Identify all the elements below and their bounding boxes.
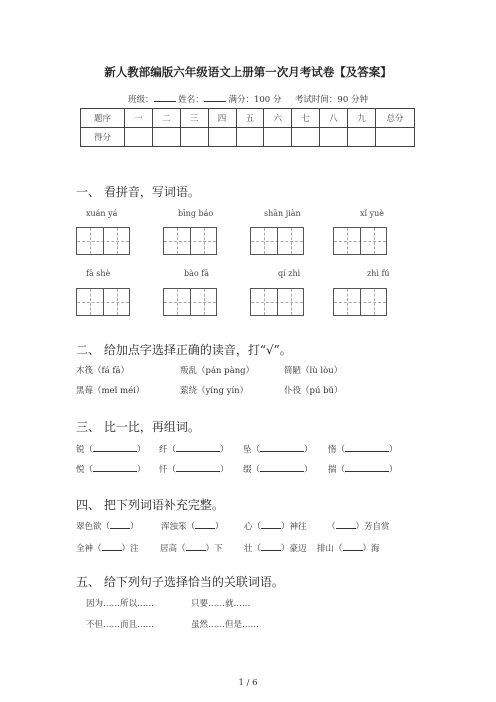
idiom-text: 翠色欲（ <box>76 522 111 532</box>
idiom-text: ）神往 <box>281 522 307 532</box>
compare-char: 纤（ <box>159 445 177 455</box>
class-label: 班级： <box>128 95 154 105</box>
reading-choice-item[interactable]: 叛乱（pán pàng） <box>180 366 255 376</box>
section5-title: 五、 给下列句子选择恰当的关联词语。 <box>76 575 284 589</box>
exam-time: 考试时间：90 分钟 <box>294 95 368 105</box>
close-paren: ） <box>304 465 313 475</box>
tianzige-writing-box[interactable] <box>250 227 304 255</box>
tianzige-writing-box[interactable] <box>163 227 217 255</box>
score-cell[interactable] <box>236 128 264 147</box>
pinyin-label: xǐ yuè <box>360 209 385 218</box>
conjunction-option: 不但……而且…… <box>86 620 155 630</box>
name-label: 姓名： <box>178 95 204 105</box>
tianzige-writing-box[interactable] <box>250 288 304 316</box>
compare-word-item <box>76 442 146 455</box>
idiom-blank[interactable] <box>261 519 281 529</box>
score-cell[interactable] <box>264 128 292 147</box>
word-blank[interactable] <box>345 462 389 472</box>
idiom-text: ） <box>215 522 224 532</box>
idiom-item <box>244 519 307 532</box>
idiom-text: 心（ <box>244 522 262 532</box>
compare-char: 揣（ <box>328 465 346 475</box>
score-cell[interactable] <box>292 128 320 147</box>
compare-char: 悦（ <box>76 465 94 475</box>
word-blank[interactable] <box>93 442 137 452</box>
name-blank[interactable] <box>204 92 226 102</box>
score-cell[interactable] <box>125 128 153 147</box>
idiom-text: ） <box>130 522 139 532</box>
conjunction-option: 只要……就…… <box>191 599 251 609</box>
section3-title: 三、 比一比，再组词。 <box>76 420 200 434</box>
pinyin-label: shān jiàn <box>264 209 301 218</box>
close-paren: ） <box>137 465 146 475</box>
tianzige-writing-box[interactable] <box>76 227 130 255</box>
score-header-cell: 八 <box>320 109 348 128</box>
word-blank[interactable] <box>176 442 220 452</box>
word-blank[interactable] <box>93 462 137 472</box>
tianzige-writing-box[interactable] <box>333 227 387 255</box>
idiom-text: 壮（ <box>244 544 262 554</box>
close-paren: ） <box>220 445 229 455</box>
score-table-score-row <box>81 128 415 147</box>
score-table <box>80 108 415 147</box>
tianzige-writing-box[interactable] <box>76 288 130 316</box>
conjunction-option: 因为……所以…… <box>86 599 155 609</box>
reading-choice-item[interactable]: 木筏（fá fā） <box>76 366 130 376</box>
compare-char: 忏（ <box>159 465 177 475</box>
paper-title: 新人教部编版六年级语文上册第一次月考试卷【及答案】 <box>104 65 392 79</box>
score-cell[interactable] <box>180 128 208 147</box>
full-score: 满分：100 分 <box>228 95 282 105</box>
idiom-text: ）芳自赏 <box>355 522 390 532</box>
idiom-text: 全神（ <box>76 544 102 554</box>
pinyin-label: zhì fú <box>367 269 390 278</box>
score-cell[interactable] <box>208 128 236 147</box>
idiom-text: ）海 <box>362 544 380 554</box>
idiom-text: （ <box>327 522 336 532</box>
pinyin-label: bīng báo <box>178 209 214 218</box>
word-blank[interactable] <box>345 442 389 452</box>
word-blank[interactable] <box>176 462 220 472</box>
idiom-blank[interactable] <box>102 541 122 551</box>
compare-char: 缀（ <box>243 465 261 475</box>
idiom-blank[interactable] <box>110 519 130 529</box>
close-paren: ） <box>389 465 398 475</box>
idiom-text: 居高（ <box>160 544 186 554</box>
reading-choice-item[interactable]: 萦绕（yíng yín） <box>180 386 249 396</box>
compare-word-item <box>159 442 229 455</box>
word-blank[interactable] <box>260 462 304 472</box>
class-blank[interactable] <box>154 92 176 102</box>
word-blank[interactable] <box>260 442 304 452</box>
compare-char: 坠（ <box>243 445 261 455</box>
section1-title: 一、 看拼音，写词语。 <box>76 185 200 199</box>
reading-choice-item[interactable]: 简陋（lù lòu） <box>284 366 343 376</box>
score-table-header-row <box>81 109 415 128</box>
reading-choice-item[interactable]: 仆役（pú bǔ） <box>284 386 343 396</box>
reading-choice-item[interactable]: 黑莓（meǐ méi） <box>76 386 145 396</box>
section2-title: 二、 给加点字选择正确的读音，打“√”。 <box>76 343 292 357</box>
score-header-cell: 四 <box>208 109 236 128</box>
idiom-item <box>244 541 307 554</box>
idiom-text: 浑浊笨（ <box>161 522 196 532</box>
compare-word-item <box>328 442 398 455</box>
score-cell[interactable] <box>152 128 180 147</box>
idiom-blank[interactable] <box>343 541 363 551</box>
page-number: 1 / 6 <box>238 678 258 688</box>
pinyin-label: xuán yá <box>86 209 118 218</box>
score-header-cell: 二 <box>152 109 180 128</box>
idiom-text: ）下 <box>205 544 223 554</box>
compare-word-item <box>243 442 313 455</box>
section4-title: 四、 把下列词语补充完整。 <box>76 498 224 512</box>
close-paren: ） <box>220 465 229 475</box>
idiom-item <box>76 541 139 554</box>
score-cell[interactable] <box>376 128 415 147</box>
score-row-label: 得分 <box>81 128 125 147</box>
idiom-item <box>327 519 390 532</box>
pinyin-label: fā shè <box>86 269 111 278</box>
compare-char: 惰（ <box>328 445 346 455</box>
score-header-cell: 一 <box>125 109 153 128</box>
compare-word-item <box>159 462 229 475</box>
idiom-blank[interactable] <box>186 541 206 551</box>
idiom-blank[interactable] <box>195 519 215 529</box>
idiom-text: 排山（ <box>317 544 343 554</box>
pinyin-label: qí zhì <box>278 269 301 278</box>
idiom-blank[interactable] <box>261 541 281 551</box>
score-header-cell: 总分 <box>376 109 415 128</box>
exam-info-line <box>0 92 496 105</box>
idiom-item <box>76 519 139 532</box>
idiom-text: ）注 <box>121 544 139 554</box>
close-paren: ） <box>304 445 313 455</box>
score-header-cell: 题序 <box>81 109 125 128</box>
score-header-cell: 五 <box>236 109 264 128</box>
score-header-cell: 九 <box>348 109 376 128</box>
score-cell[interactable] <box>320 128 348 147</box>
score-header-cell: 三 <box>180 109 208 128</box>
conjunction-option: 虽然……但是…… <box>191 620 260 630</box>
score-header-cell: 七 <box>292 109 320 128</box>
idiom-item <box>317 541 380 554</box>
close-paren: ） <box>137 445 146 455</box>
idiom-item <box>160 541 223 554</box>
idiom-blank[interactable] <box>336 519 356 529</box>
compare-word-item <box>76 462 146 475</box>
tianzige-writing-box[interactable] <box>163 288 217 316</box>
close-paren: ） <box>389 445 398 455</box>
tianzige-writing-box[interactable] <box>333 288 387 316</box>
idiom-item <box>161 519 224 532</box>
score-header-cell: 六 <box>264 109 292 128</box>
compare-word-item <box>243 462 313 475</box>
compare-char: 锐（ <box>76 445 94 455</box>
idiom-text: ）豪迈 <box>281 544 307 554</box>
score-cell[interactable] <box>348 128 376 147</box>
compare-word-item <box>328 462 398 475</box>
pinyin-label: bào fā <box>184 269 209 278</box>
